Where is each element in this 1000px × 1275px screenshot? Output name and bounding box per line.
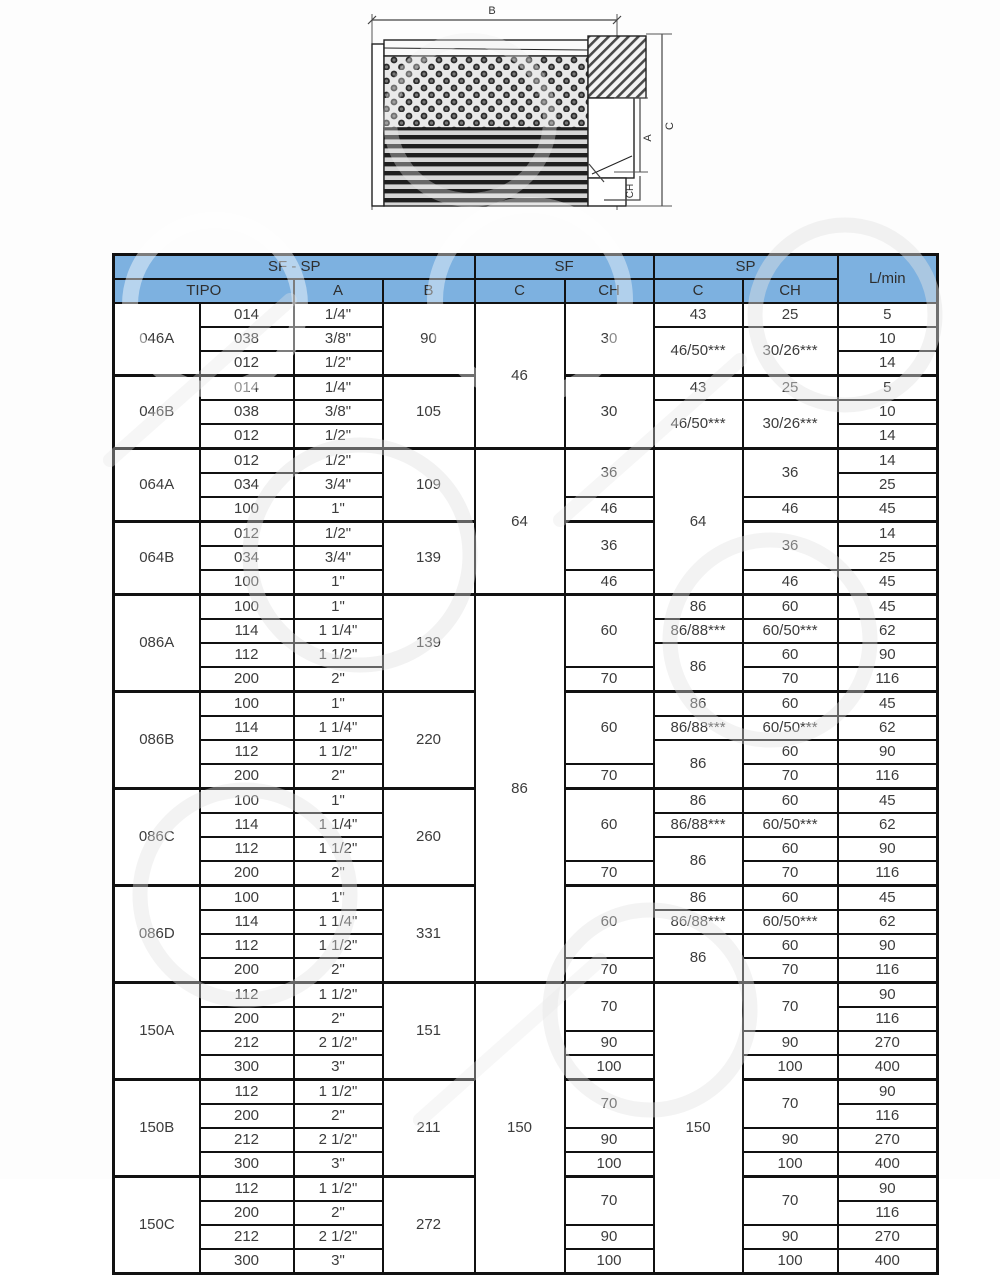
cell-tipo: 086C <box>114 789 200 886</box>
cell-lmin: 90 <box>838 934 938 958</box>
cell-a: 3/8" <box>294 327 383 351</box>
cell-ch-sf: 30 <box>565 303 654 376</box>
cell-lmin: 400 <box>838 1249 938 1274</box>
cell-ch-sp: 70 <box>743 861 838 886</box>
cell-c-sp: 150 <box>654 983 743 1274</box>
cell-lmin: 90 <box>838 1177 938 1202</box>
cell-code: 112 <box>200 934 294 958</box>
dimension-b <box>368 5 621 24</box>
cell-ch-sp: 60/50*** <box>743 813 838 837</box>
cell-b: 272 <box>383 1177 475 1274</box>
cell-code: 300 <box>200 1055 294 1080</box>
filter-technical-drawing <box>0 0 1000 250</box>
cell-ch-sp: 70 <box>743 1177 838 1226</box>
cell-lmin: 14 <box>838 522 938 547</box>
ribbed-element <box>384 128 588 206</box>
cell-code: 112 <box>200 740 294 764</box>
dimension-label-b: B <box>488 5 496 17</box>
cell-lmin: 10 <box>838 400 938 424</box>
cell-lmin: 62 <box>838 813 938 837</box>
cell-lmin: 62 <box>838 716 938 740</box>
cell-lmin: 400 <box>838 1152 938 1177</box>
cell-lmin: 90 <box>838 983 938 1008</box>
filter-drawing-svg <box>0 0 1000 250</box>
cell-ch-sp: 70 <box>743 1080 838 1129</box>
cell-a: 3" <box>294 1152 383 1177</box>
cell-code: 034 <box>200 546 294 570</box>
cell-lmin: 62 <box>838 910 938 934</box>
cell-code: 112 <box>200 1080 294 1105</box>
cell-code: 112 <box>200 643 294 667</box>
table-row <box>114 595 938 620</box>
cell-code: 200 <box>200 764 294 789</box>
cell-ch-sp: 70 <box>743 958 838 983</box>
cell-tipo: 086B <box>114 692 200 789</box>
cell-ch-sp: 30/26*** <box>743 400 838 449</box>
threaded-connector <box>588 36 646 98</box>
table-row <box>114 303 938 327</box>
cell-ch-sf: 46 <box>565 570 654 595</box>
cell-ch-sf: 70 <box>565 958 654 983</box>
cell-c-sf: 64 <box>475 449 565 595</box>
cell-c-sf: 150 <box>475 983 565 1274</box>
cell-code: 014 <box>200 376 294 401</box>
cell-ch-sf: 60 <box>565 789 654 862</box>
cell-b: 139 <box>383 595 475 692</box>
cell-code: 112 <box>200 983 294 1008</box>
cell-tipo: 064B <box>114 522 200 595</box>
cell-code: 100 <box>200 886 294 911</box>
cell-tipo: 046B <box>114 376 200 449</box>
cell-ch-sp: 70 <box>743 983 838 1032</box>
cell-ch-sp: 70 <box>743 764 838 789</box>
header-column-row <box>114 279 938 303</box>
cell-a: 1/2" <box>294 351 383 376</box>
cell-a: 2 1/2" <box>294 1225 383 1249</box>
cell-c-sp: 43 <box>654 303 743 327</box>
cell-ch-sf: 90 <box>565 1128 654 1152</box>
cell-b: 211 <box>383 1080 475 1177</box>
cell-tipo: 064A <box>114 449 200 522</box>
hex-boss <box>588 98 634 178</box>
cell-ch-sf: 36 <box>565 449 654 498</box>
cell-code: 014 <box>200 303 294 327</box>
cell-a: 1 1/4" <box>294 716 383 740</box>
cell-b: 139 <box>383 522 475 595</box>
cell-a: 2" <box>294 1201 383 1225</box>
cell-c-sp: 86/88*** <box>654 716 743 740</box>
cell-b: 331 <box>383 886 475 983</box>
cell-a: 3/8" <box>294 400 383 424</box>
cell-a: 2 1/2" <box>294 1128 383 1152</box>
cell-ch-sf: 100 <box>565 1152 654 1177</box>
cell-a: 1 1/2" <box>294 643 383 667</box>
cell-code: 038 <box>200 327 294 351</box>
cell-lmin: 116 <box>838 1201 938 1225</box>
cell-a: 1 1/2" <box>294 1177 383 1202</box>
cell-ch-sf: 60 <box>565 886 654 959</box>
cell-lmin: 116 <box>838 861 938 886</box>
cell-code: 114 <box>200 910 294 934</box>
cell-code: 114 <box>200 716 294 740</box>
cell-lmin: 90 <box>838 837 938 861</box>
cell-code: 200 <box>200 958 294 983</box>
cell-lmin: 62 <box>838 619 938 643</box>
cell-a: 2" <box>294 1007 383 1031</box>
cell-ch-sf: 70 <box>565 1080 654 1129</box>
cell-ch-sp: 60 <box>743 789 838 814</box>
cell-ch-sf: 90 <box>565 1225 654 1249</box>
cell-c-sp: 86 <box>654 934 743 983</box>
filter-body <box>372 36 646 206</box>
table-row <box>114 449 938 474</box>
cell-lmin: 400 <box>838 1055 938 1080</box>
cell-c-sp: 46/50*** <box>654 400 743 449</box>
cell-a: 2 1/2" <box>294 1031 383 1055</box>
cell-lmin: 45 <box>838 570 938 595</box>
end-cap <box>372 44 384 206</box>
cell-ch-sp: 60/50*** <box>743 619 838 643</box>
cell-tipo: 150C <box>114 1177 200 1274</box>
cell-code: 200 <box>200 667 294 692</box>
cell-a: 2" <box>294 958 383 983</box>
cell-b: 109 <box>383 449 475 522</box>
cell-c-sf: 46 <box>475 303 565 449</box>
cell-a: 1/2" <box>294 449 383 474</box>
cell-c-sp: 86 <box>654 692 743 717</box>
cell-b: 260 <box>383 789 475 886</box>
cell-a: 1 1/2" <box>294 837 383 861</box>
cell-code: 212 <box>200 1128 294 1152</box>
cell-c-sp: 86/88*** <box>654 813 743 837</box>
cell-tipo: 086D <box>114 886 200 983</box>
cell-lmin: 116 <box>838 1104 938 1128</box>
cell-a: 1 1/2" <box>294 934 383 958</box>
cell-ch-sf: 90 <box>565 1031 654 1055</box>
cell-ch-sp: 46 <box>743 570 838 595</box>
cell-code: 100 <box>200 570 294 595</box>
cell-lmin: 116 <box>838 958 938 983</box>
cell-code: 300 <box>200 1249 294 1274</box>
cell-ch-sp: 60 <box>743 692 838 717</box>
cell-lmin: 14 <box>838 351 938 376</box>
cell-a: 1" <box>294 789 383 814</box>
cell-lmin: 116 <box>838 1007 938 1031</box>
cell-code: 112 <box>200 837 294 861</box>
cell-b: 151 <box>383 983 475 1080</box>
cell-c-sp: 86 <box>654 837 743 886</box>
header-group-row <box>114 255 938 280</box>
cell-a: 1 1/4" <box>294 910 383 934</box>
cell-ch-sp: 25 <box>743 303 838 327</box>
cell-code: 114 <box>200 813 294 837</box>
header-group-sp: SP <box>654 255 838 280</box>
cell-code: 200 <box>200 1201 294 1225</box>
cell-code: 038 <box>200 400 294 424</box>
cell-a: 2" <box>294 764 383 789</box>
cell-a: 1/4" <box>294 303 383 327</box>
header-c-sp: C <box>654 279 743 303</box>
cell-a: 1" <box>294 886 383 911</box>
cell-lmin: 45 <box>838 595 938 620</box>
cell-code: 034 <box>200 473 294 497</box>
cell-c-sp: 86/88*** <box>654 619 743 643</box>
cell-code: 200 <box>200 861 294 886</box>
cell-ch-sf: 30 <box>565 376 654 449</box>
header-b: B <box>383 279 475 303</box>
cell-c-sp: 86 <box>654 789 743 814</box>
cell-a: 1 1/4" <box>294 813 383 837</box>
cell-a: 3" <box>294 1055 383 1080</box>
cell-ch-sp: 60 <box>743 837 838 861</box>
cell-lmin: 5 <box>838 376 938 401</box>
cell-lmin: 270 <box>838 1031 938 1055</box>
cell-a: 1/4" <box>294 376 383 401</box>
cell-c-sp: 86/88*** <box>654 910 743 934</box>
cell-c-sp: 86 <box>654 886 743 911</box>
cell-ch-sp: 30/26*** <box>743 327 838 376</box>
base-flange <box>588 178 626 206</box>
cell-a: 1 1/2" <box>294 983 383 1008</box>
cell-code: 012 <box>200 449 294 474</box>
cell-c-sp: 64 <box>654 449 743 595</box>
cell-ch-sp: 100 <box>743 1152 838 1177</box>
cell-c-sp: 86 <box>654 643 743 692</box>
cell-lmin: 25 <box>838 473 938 497</box>
cell-tipo: 150B <box>114 1080 200 1177</box>
cell-code: 100 <box>200 789 294 814</box>
cell-code: 114 <box>200 619 294 643</box>
cell-a: 1 1/4" <box>294 619 383 643</box>
cell-lmin: 116 <box>838 764 938 789</box>
cell-ch-sp: 60 <box>743 886 838 911</box>
cell-c-sf: 86 <box>475 595 565 983</box>
cell-ch-sp: 60 <box>743 934 838 958</box>
cell-ch-sf: 60 <box>565 692 654 765</box>
cell-lmin: 90 <box>838 643 938 667</box>
cell-tipo: 046A <box>114 303 200 376</box>
cell-lmin: 270 <box>838 1225 938 1249</box>
cell-a: 2" <box>294 1104 383 1128</box>
cell-lmin: 45 <box>838 789 938 814</box>
cell-lmin: 116 <box>838 667 938 692</box>
header-lmin: L/min <box>838 255 938 304</box>
cell-lmin: 45 <box>838 692 938 717</box>
header-ch-sf: CH <box>565 279 654 303</box>
cell-ch-sp: 25 <box>743 376 838 401</box>
dimension-label-a: A <box>642 134 654 142</box>
perforated-screen <box>384 56 588 128</box>
filter-spec-table <box>112 253 939 1275</box>
cell-lmin: 14 <box>838 424 938 449</box>
cell-ch-sp: 60/50*** <box>743 910 838 934</box>
cell-a: 2" <box>294 667 383 692</box>
cell-a: 2" <box>294 861 383 886</box>
cell-lmin: 270 <box>838 1128 938 1152</box>
cell-ch-sf: 36 <box>565 522 654 571</box>
header-c-sf: C <box>475 279 565 303</box>
cell-code: 012 <box>200 424 294 449</box>
cell-c-sp: 86 <box>654 595 743 620</box>
cell-lmin: 25 <box>838 546 938 570</box>
cell-ch-sf: 70 <box>565 1177 654 1226</box>
cell-ch-sp: 36 <box>743 449 838 498</box>
cell-lmin: 90 <box>838 1080 938 1105</box>
cell-lmin: 14 <box>838 449 938 474</box>
cell-ch-sp: 90 <box>743 1225 838 1249</box>
cell-ch-sp: 46 <box>743 497 838 522</box>
cell-a: 3" <box>294 1249 383 1274</box>
cell-code: 100 <box>200 692 294 717</box>
cell-ch-sp: 100 <box>743 1055 838 1080</box>
cell-a: 1 1/2" <box>294 740 383 764</box>
cell-ch-sf: 46 <box>565 497 654 522</box>
cell-code: 200 <box>200 1007 294 1031</box>
cell-tipo: 086A <box>114 595 200 692</box>
cell-ch-sf: 70 <box>565 764 654 789</box>
cell-code: 200 <box>200 1104 294 1128</box>
cell-code: 212 <box>200 1225 294 1249</box>
table-row <box>114 983 938 1008</box>
cell-ch-sp: 70 <box>743 667 838 692</box>
cell-ch-sp: 90 <box>743 1031 838 1055</box>
cell-lmin: 45 <box>838 497 938 522</box>
cell-code: 212 <box>200 1031 294 1055</box>
cell-ch-sf: 70 <box>565 983 654 1032</box>
cell-b: 220 <box>383 692 475 789</box>
cell-a: 1" <box>294 570 383 595</box>
cell-c-sp: 46/50*** <box>654 327 743 376</box>
cell-ch-sp: 60 <box>743 595 838 620</box>
dimension-label-ch: CH <box>625 183 636 199</box>
cell-a: 1 1/2" <box>294 1080 383 1105</box>
cell-ch-sf: 100 <box>565 1249 654 1274</box>
cell-ch-sp: 100 <box>743 1249 838 1274</box>
cell-a: 1" <box>294 692 383 717</box>
cell-c-sp: 86 <box>654 740 743 789</box>
cell-lmin: 90 <box>838 740 938 764</box>
cell-ch-sf: 70 <box>565 667 654 692</box>
header-group-sf: SF <box>475 255 654 280</box>
cell-b: 105 <box>383 376 475 449</box>
dimension-label-c: C <box>664 122 676 130</box>
header-ch-sp: CH <box>743 279 838 303</box>
cell-ch-sf: 60 <box>565 595 654 668</box>
header-tipo: TIPO <box>114 279 294 303</box>
cell-lmin: 10 <box>838 327 938 351</box>
cell-code: 112 <box>200 1177 294 1202</box>
cell-ch-sp: 36 <box>743 522 838 571</box>
cell-a: 1" <box>294 595 383 620</box>
header-a: A <box>294 279 383 303</box>
cell-a: 1/2" <box>294 522 383 547</box>
cell-a: 1" <box>294 497 383 522</box>
header-group-sf-sp: SF - SP <box>114 255 475 280</box>
cell-a: 3/4" <box>294 473 383 497</box>
cell-ch-sf: 100 <box>565 1055 654 1080</box>
cell-code: 012 <box>200 351 294 376</box>
cell-lmin: 5 <box>838 303 938 327</box>
cell-code: 012 <box>200 522 294 547</box>
cell-tipo: 150A <box>114 983 200 1080</box>
cell-a: 3/4" <box>294 546 383 570</box>
cell-ch-sp: 60 <box>743 643 838 667</box>
cell-ch-sp: 60 <box>743 740 838 764</box>
cell-code: 100 <box>200 595 294 620</box>
cell-code: 300 <box>200 1152 294 1177</box>
cell-a: 1/2" <box>294 424 383 449</box>
cell-ch-sf: 70 <box>565 861 654 886</box>
cell-ch-sp: 90 <box>743 1128 838 1152</box>
cell-c-sp: 43 <box>654 376 743 401</box>
cell-code: 100 <box>200 497 294 522</box>
cell-ch-sp: 60/50*** <box>743 716 838 740</box>
cell-b: 90 <box>383 303 475 376</box>
cell-lmin: 45 <box>838 886 938 911</box>
